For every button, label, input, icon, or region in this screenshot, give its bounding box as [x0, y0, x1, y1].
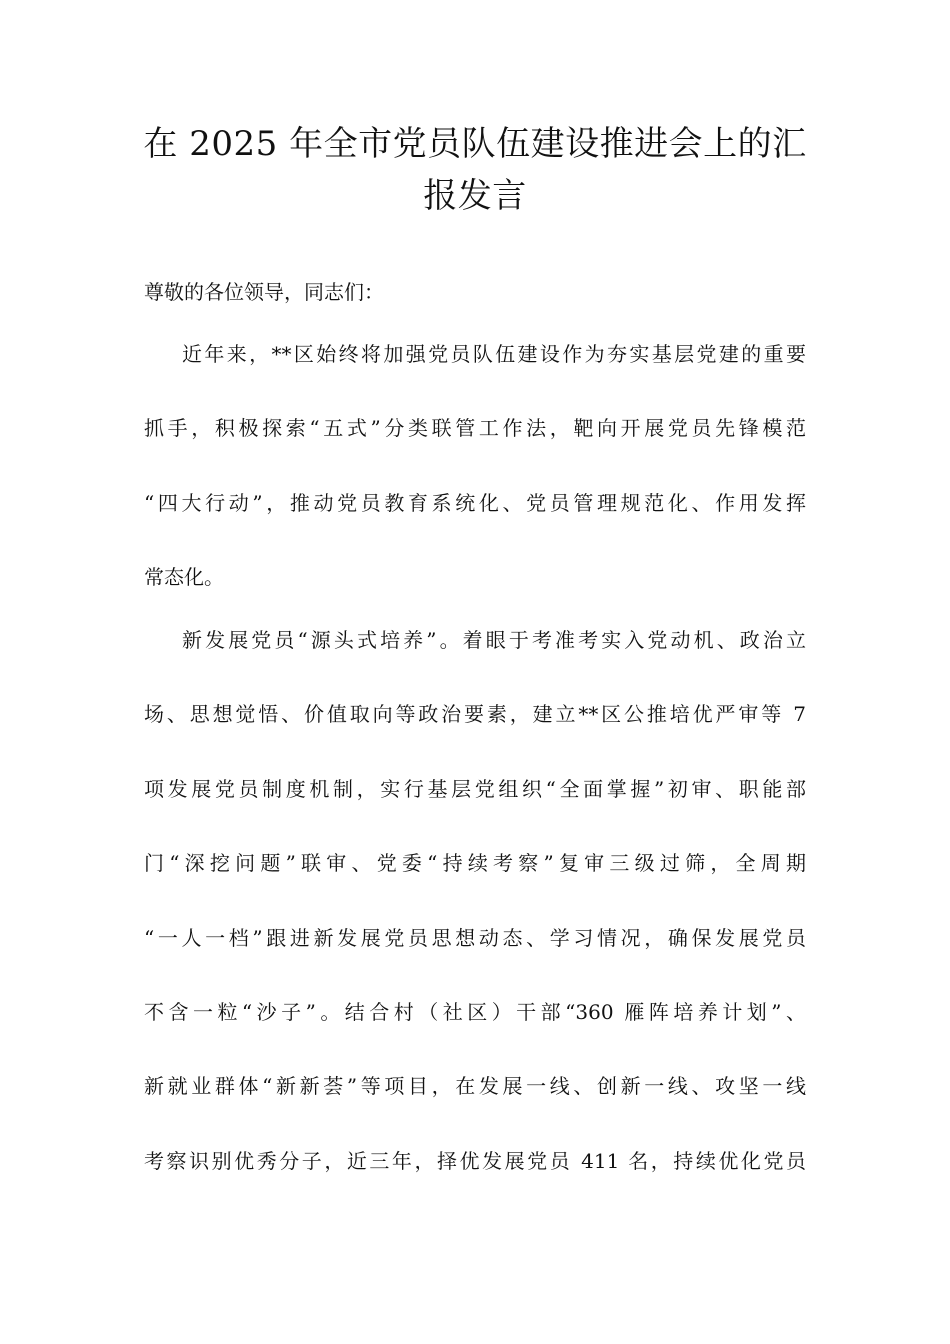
paragraph-2-line-7: 新就业群体“新新荟”等项目，在发展一线、创新一线、攻坚一线: [144, 1074, 806, 1098]
greeting: 尊敬的各位领导，同志们：: [144, 280, 384, 304]
paragraph-2-line-1: 新发展党员“源头式培养”。着眼于考准考实入党动机、政治立: [182, 628, 806, 652]
paragraph-1-line-2: 抓手，积极探索“五式”分类联管工作法，靶向开展党员先锋模范: [144, 416, 806, 440]
paragraph-2-line-6: 不含一粒“沙子”。结合村（社区）干部“360 雁阵培养计划”、: [144, 1000, 806, 1024]
paragraph-2-line-3: 项发展党员制度机制，实行基层党组织“全面掌握”初审、职能部: [144, 777, 806, 801]
paragraph-1-line-3: “四大行动”，推动党员教育系统化、党员管理规范化、作用发挥: [144, 491, 806, 515]
paragraph-2-line-8: 考察识别优秀分子，近三年，择优发展党员 411 名，持续优化党员: [144, 1149, 806, 1173]
paragraph-2-line-2: 场、思想觉悟、价值取向等政治要素，建立**区公推培优严审等 7: [144, 702, 806, 726]
document-title: [130, 118, 820, 222]
paragraph-1-line-1: 近年来，**区始终将加强党员队伍建设作为夯实基层党建的重要: [182, 342, 806, 366]
title-line-1: 在 2025 年全市党员队伍建设推进会上的汇: [143, 124, 807, 164]
title-line-2: 报发言: [423, 176, 527, 216]
paragraph-2-line-5: “一人一档”跟进新发展党员思想动态、学习情况，确保发展党员: [144, 926, 806, 950]
paragraph-2-line-4: 门“深挖问题”联审、党委“持续考察”复审三级过筛，全周期: [144, 851, 806, 875]
paragraph-1-line-4: 常态化。: [144, 565, 224, 589]
